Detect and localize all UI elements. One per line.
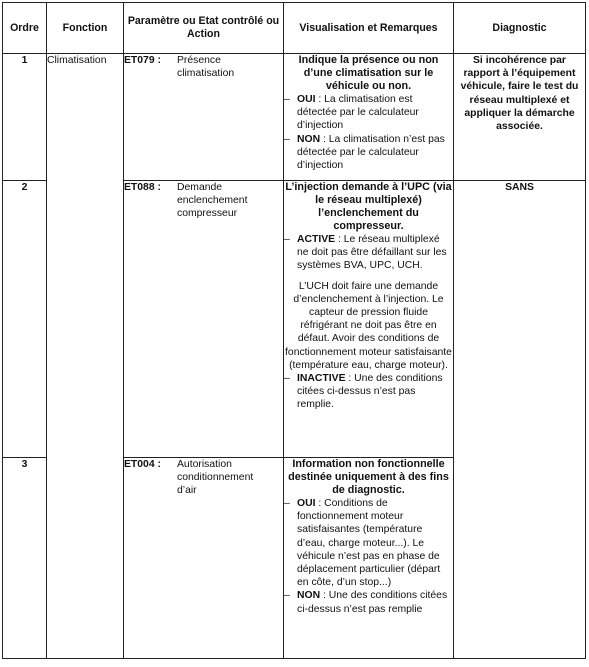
- list-item: [284, 497, 453, 589]
- state-description: : La climatisation est détectée par le calculateur d’injection: [297, 94, 419, 132]
- list-item: [284, 133, 453, 173]
- diagnostic-table: [2, 2, 586, 659]
- parameter-cell: [124, 458, 284, 659]
- fonction-cell: Climatisation: [47, 54, 124, 659]
- state-term: NON: [297, 133, 321, 145]
- state-term: INACTIVE: [297, 373, 346, 385]
- state-term: OUI: [297, 498, 316, 509]
- visualisation-paragraph: L’UCH doit faire une demande d’enclenchement à l’injection. Le capteur de pression fluide réfrigérant ne doit pas être en défaut. Avoir des conditions de fonctionnement moteur satisfaisante (température eau, charge moteur).: [285, 280, 452, 371]
- parameter-code: ET004 :: [124, 459, 161, 470]
- ordre-cell: 1: [3, 54, 47, 181]
- visualisation-cell: [284, 54, 454, 181]
- visualisation-heading: Information non fonctionnelle destinée uniquement à des fins de diagnostic.: [288, 458, 449, 496]
- parameter-label: Présence climatisation: [177, 55, 235, 80]
- visualisation-list: [284, 93, 453, 172]
- header-row: [3, 3, 586, 54]
- visualisation-cell: [284, 458, 454, 659]
- ordre-cell: 3: [3, 458, 47, 659]
- visualisation-cell: [284, 181, 454, 458]
- header-fonction: Fonction: [47, 3, 124, 54]
- diagnostic-merged-cell: SANS: [454, 181, 586, 659]
- visualisation-list: [284, 497, 453, 616]
- parameter-cell: [124, 54, 284, 181]
- visualisation-heading: Indique la présence ou non d’une climatisation sur le véhicule ou non.: [298, 54, 439, 92]
- state-description: : La climatisation n’est pas détectée par le calculateur d’injection: [297, 133, 445, 172]
- parameter-label: Autorisation conditionnement d’air: [177, 459, 254, 497]
- state-description: : Une des conditions citées ci-dessus n’est pas remplie: [297, 590, 448, 615]
- header-ordre: Ordre: [3, 3, 47, 54]
- list-item: [284, 589, 453, 615]
- visualisation-heading: L’injection demande à l’UPC (via le réseau multiplexé) l’enclenchement du compresseur.: [285, 181, 452, 232]
- state-description: : Le réseau multiplexé ne doit pas être défaillant sur les systèmes BVA, UPC, UCH.: [297, 234, 447, 272]
- header-diagnostic: Diagnostic: [454, 3, 586, 54]
- visualisation-list: [284, 233, 453, 273]
- state-term: OUI: [297, 94, 316, 105]
- parameter-code: ET088 :: [124, 182, 161, 193]
- list-item: [284, 93, 453, 133]
- parameter-label: Demande enclenchement compresseur: [177, 182, 248, 220]
- table-row: [3, 54, 586, 181]
- diagnostic-cell: Si incohérence par rapport à l’équipement véhicule, faire le test du réseau multiplexé et appliquer la démarche associée.: [454, 54, 586, 181]
- state-term: NON: [297, 590, 321, 602]
- list-item: [284, 233, 453, 273]
- parameter-cell: [124, 181, 284, 458]
- visualisation-list: [284, 372, 453, 412]
- state-description: : Une des conditions citées ci-dessus n’est pas remplie.: [297, 373, 443, 411]
- parameter-code: ET079 :: [124, 55, 161, 66]
- state-term: ACTIVE: [297, 234, 336, 245]
- ordre-cell: 2: [3, 181, 47, 458]
- header-visualisation: Visualisation et Remarques: [284, 3, 454, 54]
- state-description: : Conditions de fonctionnement moteur satisfaisantes (température d’eau, charge moteur...). Le véhicule n’est pas en phase de déplacement particulier (départ en côte, d’un stop...): [297, 498, 441, 589]
- header-parametre: Paramètre ou Etat contrôlé ou Action: [124, 3, 284, 54]
- list-item: [284, 372, 453, 412]
